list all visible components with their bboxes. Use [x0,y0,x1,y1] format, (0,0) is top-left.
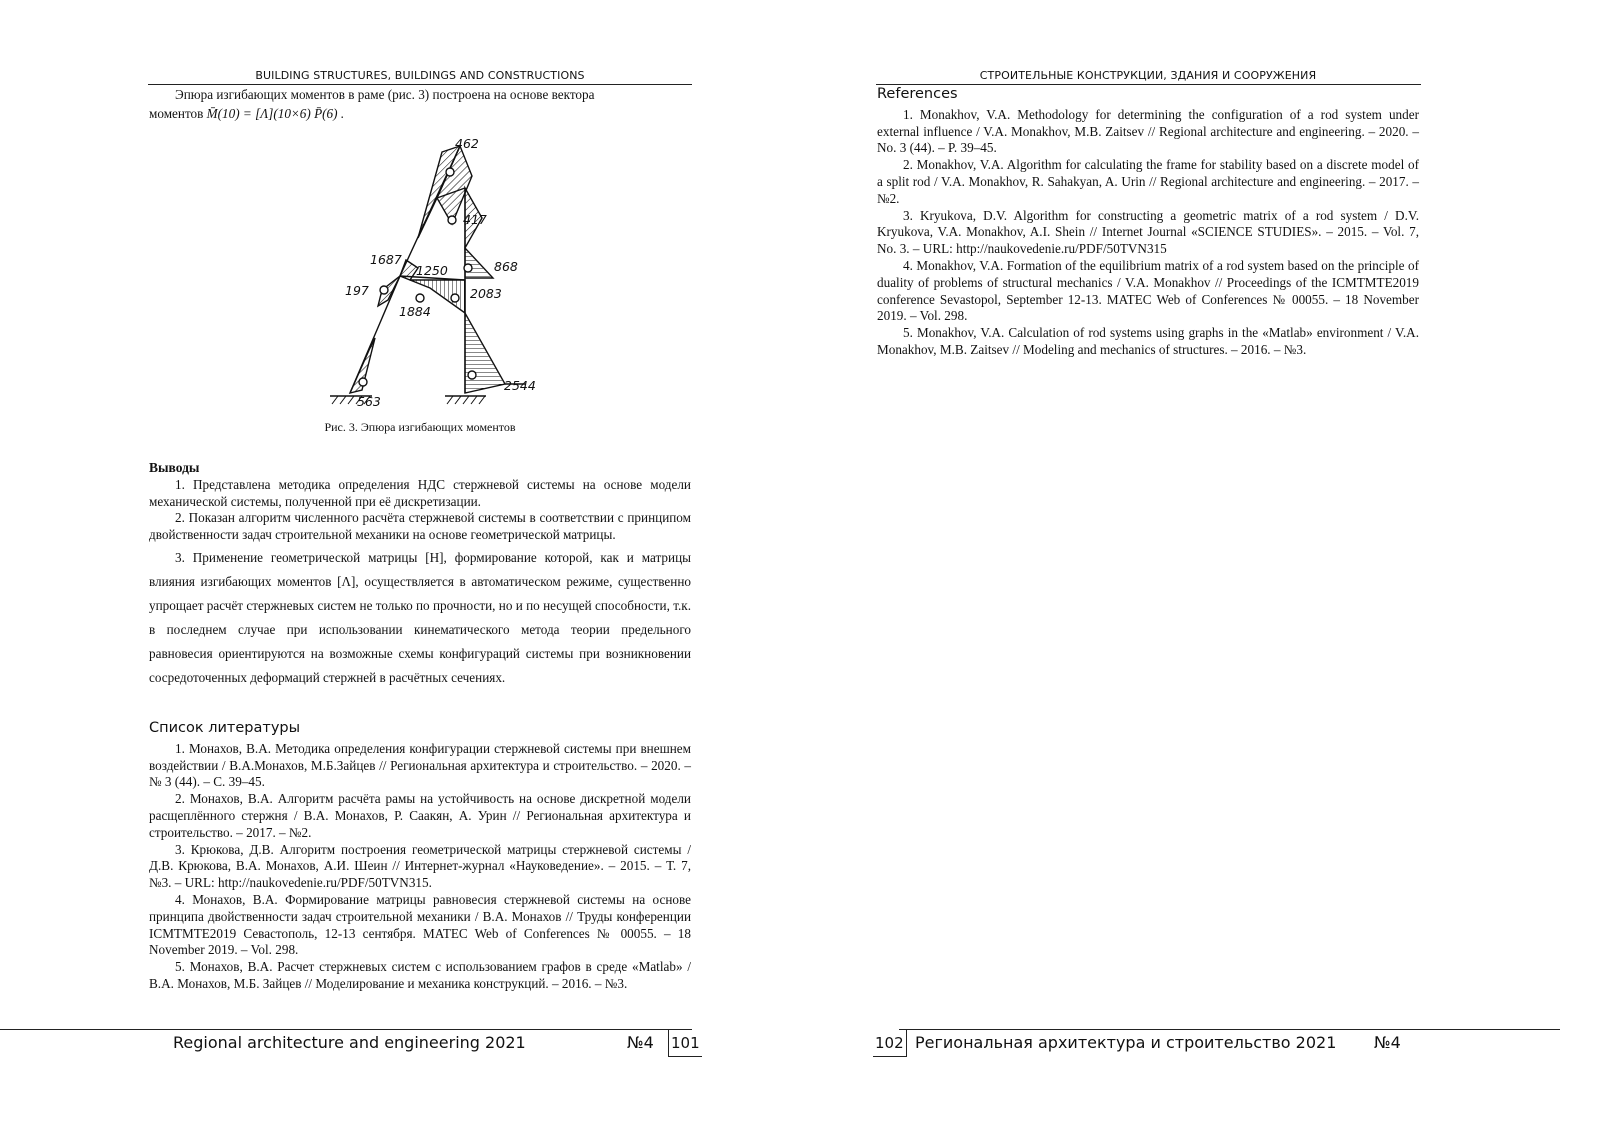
references-ru-title: Список литературы [149,720,301,736]
formula-line: моментов M̄(10) = [Λ](10×6) P̄(6) . [149,105,345,121]
page-number: 102 [873,1030,907,1057]
reference-item: 3. Крюкова, Д.В. Алгоритм построения геометрической матрицы стержневой системы / Д.В. Крюкова, В.А. Монахов, А.И. Шеин // Интернет-журнал «Науковедение». – 2015. – Т. 7, №3. – URL: http://naukovedenie.ru/PDF/50TVN315. [149,841,691,891]
conclusion-item: 3. Применение геометрической матрицы [H], формирование которой, как и матрицы влияния изгибающих моментов [Λ], осуществляется в автоматическом режиме, существенно упрощает расчёт стержневых систем не только по прочности, но и по несущей способности, т.к. в последнем случае при использовании кинематического метода теории предельного равновесия ориентируются на возможные схемы конфигураций системы при возникновении сосредоточенных деформаций стержней в расчётных сечениях. [149,549,691,685]
footer-journal-title: Regional architecture and engineering 2021 [173,1033,526,1052]
reference-item: 1. Monakhov, V.A. Methodology for determining the configuration of a rod system under external influence / V.A. Monakhov, M.B. Zaitsev // Regional architecture and engineering. – 2020. – No. 3 (44). – P. 39–45. [877,106,1419,156]
reference-item: 4. Монахов, В.А. Формирование матрицы равновесия стержневой системы на основе принципа двойственности задач строительной механики / В.А. Монахов // Труды конференции ICMTMTE2019 Севастополь, 12-13 сентября. MATEC Web of Conferences № 00055. – 18 November 2019. – Vol. 298. [149,891,691,958]
label-868: 868 [494,259,518,274]
page-number: 101 [668,1030,702,1057]
reference-item: 1. Монахов, В.А. Методика определения конфигурации стержневой системы при внешнем воздействии / В.А.Монахов, М.Б.Зайцев // Региональная архитектура и строительство. – 2020. – № 3 (44). – С. 39–45. [149,740,691,790]
label-563: 563 [357,394,381,409]
references-en-section [877,86,1419,359]
footer-issue: №4 [1374,1033,1401,1052]
label-1687: 1687 [370,252,402,267]
header-rule [148,84,692,85]
label-2544: 2544 [504,378,536,393]
reference-item: 2. Монахов, В.А. Алгоритм расчёта рамы на устойчивость на основе дискретной модели расщеплённого стержня / В.А. Монахов, Р. Саакян, А. Урин // Региональная архитектура и строительство. – 2017. – №2. [149,791,691,840]
formula: M̄(10) = [Λ](10×6) P̄(6) . [206,105,345,121]
intro-paragraph: Эпюра изгибающих моментов в раме (рис. 3) построена на основе вектора [175,87,595,102]
header-rule [876,84,1421,85]
footer-rule [899,1029,1560,1030]
reference-item: 5. Monakhov, V.A. Calculation of rod systems using graphs in the «Matlab» environment / V.A. Monakhov, M.B. Zaitsev // Modeling and mechanics of structures. – 2016. – №3. [877,325,1419,357]
figure-caption: Рис. 3. Эпюра изгибающих моментов [324,420,516,434]
right-page [800,0,1600,1132]
running-head: СТРОИТЕЛЬНЫЕ КОНСТРУКЦИИ, ЗДАНИЯ И СООРУЖЕНИЯ [979,69,1317,82]
text-column [149,87,691,123]
references-en-title: References [877,86,958,102]
footer-issue: №4 [627,1033,654,1052]
footer-journal-title: Региональная архитектура и строительство 2021 [915,1033,1337,1052]
reference-item: 2. Monakhov, V.A. Algorithm for calculating the frame for stability based on a discrete model of a split rod / V.A. Monakhov, R. Sahakyan, A. Urin // Regional architecture and engineering. – 2017. – №2. [877,157,1419,206]
label-1884: 1884 [399,304,431,319]
conclusions-title: Выводы [149,460,200,475]
bending-moment-diagram [300,128,560,413]
label-462: 462 [455,136,479,151]
references-ru-section [149,720,691,993]
conclusion-item: 1. Представлена методика определения НДС стержневой системы на основе модели механической системы, полученной при её дискретизации. [149,476,691,509]
label-2083: 2083 [470,286,502,301]
footer-rule [0,1029,692,1030]
reference-item: 4. Monakhov, V.A. Formation of the equilibrium matrix of a rod system based on the principle of duality of problems of structural mechanics / V.A. Monakhov // Proceedings of the ICMTMTE2019 conference Sevastopol, September 12-13. MATEC Web of Conferences № 00055. – 18 November 2019. – Vol. 298. [877,257,1419,324]
conclusion-item: 2. Показан алгоритм численного расчёта стержневой системы в соответствии с принципом двойственности задач строительной механики на основе геометрической матрицы. [149,510,691,543]
label-1250: 1250 [416,263,448,278]
conclusions-section [149,460,691,690]
label-197: 197 [345,283,369,298]
reference-item: 5. Монахов, В.А. Расчет стержневых систем с использованием графов в среде «Matlab» / В.А. Монахов, М.Б. Зайцев // Моделирование и механика конструкций. – 2016. – №3. [149,959,691,991]
reference-item: 3. Kryukova, D.V. Algorithm for constructing a geometric matrix of a rod system / D.V. Kryukova, V.A. Monakhov, A.I. Shein // Internet Journal «SCIENCE STUDIES». – 2015. – Vol. 7, No. 3. – URL: http://naukovedenie.ru/PDF/50TVN315 [877,207,1419,257]
label-417: 417 [463,212,487,227]
running-head: BUILDING STRUCTURES, BUILDINGS AND CONSTRUCTIONS [255,69,585,82]
